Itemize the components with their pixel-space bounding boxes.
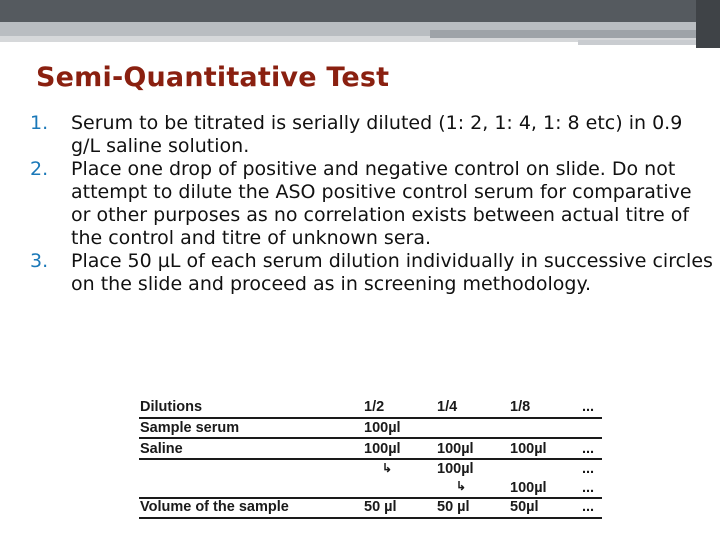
arrow-down-right-icon: ↳ xyxy=(382,461,393,475)
banner-stripe xyxy=(430,30,696,38)
table-header-1-4: 1/4 xyxy=(437,399,458,415)
row-label-volume: Volume of the sample xyxy=(140,499,289,515)
table-cell: 50 µl xyxy=(364,499,397,515)
banner-stripe xyxy=(578,40,696,45)
table-cell: ... xyxy=(582,499,595,515)
step-number: 1. xyxy=(30,112,49,134)
table-cell: 100µl xyxy=(437,441,474,457)
step-text: Place one drop of positive and negative control on slide. Do not attempt to dilute the ASO positive control serum for comparative or other purposes as no correlation exists between actual titre of the control and titre of unknown sera. xyxy=(71,158,692,249)
step-item xyxy=(24,250,714,296)
step-item xyxy=(24,158,714,250)
arrow-down-right-icon: ↳ xyxy=(456,479,467,493)
top-decorative-banner xyxy=(0,0,720,48)
table-cell: 50µl xyxy=(510,499,539,515)
table-header-dilutions: Dilutions xyxy=(140,399,203,415)
step-number: 3. xyxy=(30,250,49,272)
step-text: Place 50 µL of each serum dilution individually in successive circles on the slide and proceed as in screening methodology. xyxy=(71,250,713,295)
table-cell: 100µl xyxy=(364,441,401,457)
table-cell: 100µl xyxy=(437,461,474,477)
table-rule xyxy=(139,417,602,419)
table-rule xyxy=(139,437,602,439)
table-cell: ... xyxy=(582,461,595,477)
procedure-steps xyxy=(24,112,714,296)
slide-title: Semi-Quantitative Test xyxy=(36,62,390,93)
table-header-1-2: 1/2 xyxy=(364,399,385,415)
banner-dark-band xyxy=(0,0,696,22)
table-header-1-8: 1/8 xyxy=(510,399,531,415)
table-rule xyxy=(139,458,602,460)
table-header-more: ... xyxy=(582,399,595,415)
table-cell: 100µl xyxy=(510,441,547,457)
step-number: 2. xyxy=(30,158,49,180)
step-text: Serum to be titrated is serially diluted (1: 2, 1: 4, 1: 8 etc) in 0.9 g/L saline solution. xyxy=(71,112,683,157)
table-cell: 50 µl xyxy=(437,499,470,515)
row-label-sample-serum: Sample serum xyxy=(140,420,240,436)
table-cell: 100µl xyxy=(364,420,401,436)
table-cell: 100µl xyxy=(510,480,547,496)
table-rule xyxy=(139,517,602,519)
table-cell: ... xyxy=(582,480,595,496)
banner-corner-block xyxy=(696,0,720,48)
step-item xyxy=(24,112,714,158)
dilution-table xyxy=(134,395,606,523)
table-cell: ... xyxy=(582,441,595,457)
row-label-saline: Saline xyxy=(140,441,183,457)
